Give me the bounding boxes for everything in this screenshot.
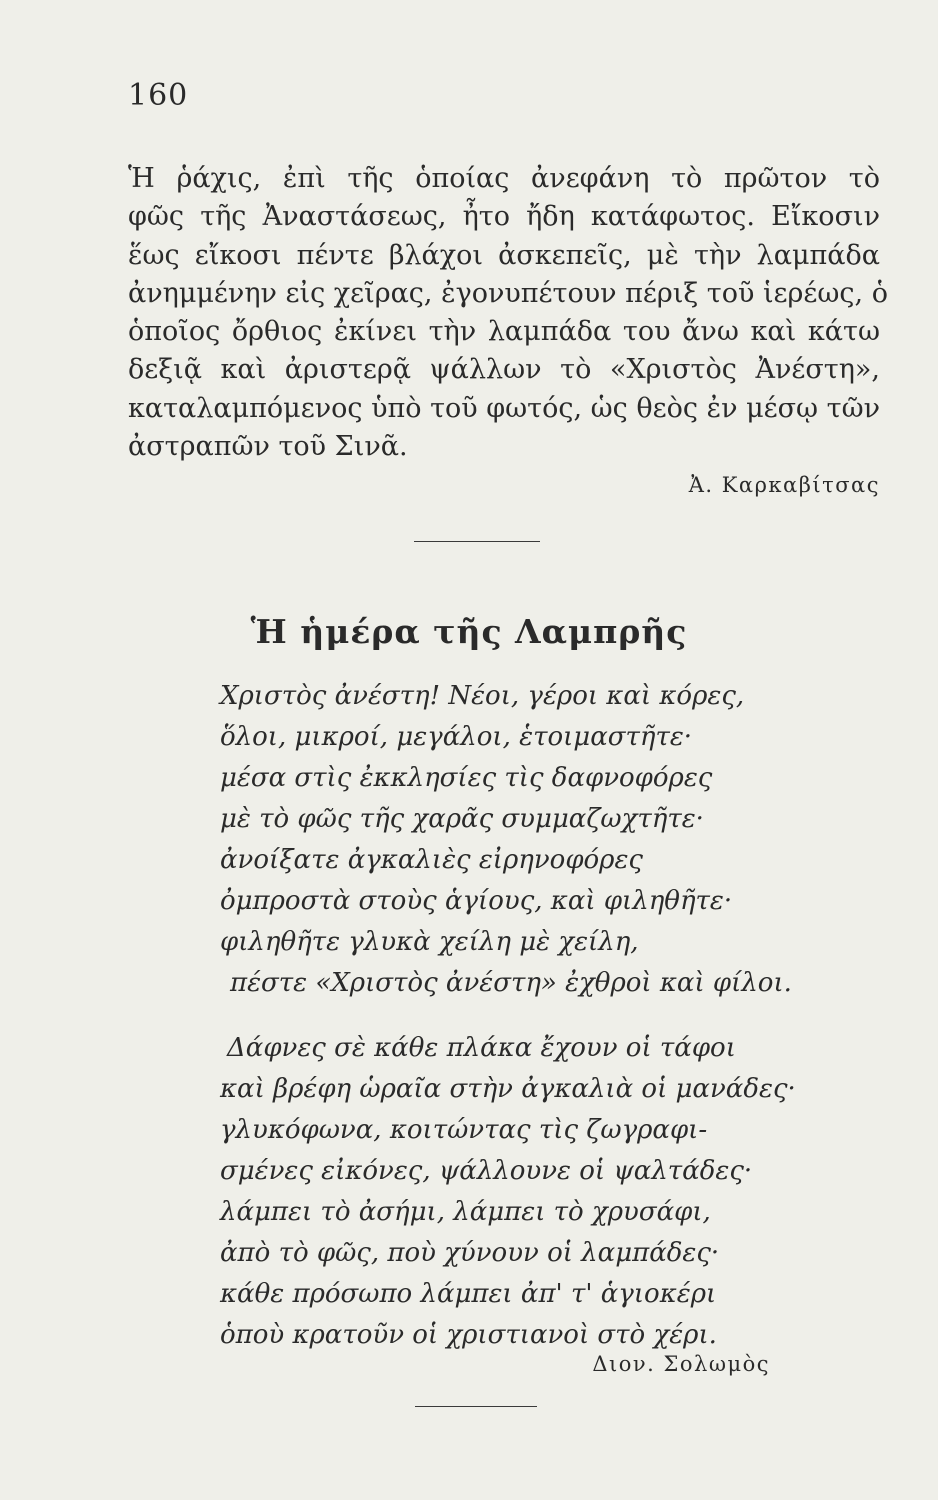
poem-stanza-1 bbox=[220, 676, 880, 1004]
prose-line: ἀστραπῶν τοῦ Σινᾶ. bbox=[128, 431, 408, 463]
poem-title: Ἡ ἡμέρα τῆς Λαμπρῆς bbox=[250, 612, 688, 651]
poem-author-signature: Διον. Σολωμὸς bbox=[592, 1352, 770, 1376]
poem-line: σμένες εἰκόνες, ψάλλουνε οἱ ψαλτάδες· bbox=[220, 1156, 753, 1186]
prose-line: Ἡ ῥάχις, ἐπὶ τῆς ὁποίας ἀνεφάνη τὸ πρῶτον τὸ bbox=[128, 163, 880, 194]
section-divider bbox=[415, 1406, 537, 1407]
poem-line: μὲ τὸ φῶς τῆς χαρᾶς συμμαζωχτῆτε· bbox=[220, 804, 704, 834]
poem-line: πέστε «Χριστὸς ἀνέστη» ἐχθροὶ καὶ φίλοι. bbox=[230, 968, 792, 998]
page-number: 160 bbox=[128, 78, 189, 113]
poem-line: κάθε πρόσωπο λάμπει ἀπ' τ' ἁγιοκέρι bbox=[220, 1279, 717, 1309]
prose-author-signature: Ἀ. Καρκαβίτσας bbox=[688, 473, 880, 497]
poem-line: ὁποὺ κρατοῦν οἱ χριστιανοὶ στὸ χέρι. bbox=[220, 1320, 717, 1350]
poem-line: λάμπει τὸ ἀσήμι, λάμπει τὸ χρυσάφι, bbox=[220, 1197, 711, 1227]
poem-line: μέσα στὶς ἐκκλησίες τὶς δαφνοφόρες bbox=[220, 763, 713, 793]
section-divider bbox=[414, 541, 540, 542]
poem-line: φιληθῆτε γλυκὰ χείλη μὲ χείλη, bbox=[220, 927, 639, 957]
poem-line: ἀνοίξατε ἀγκαλιὲς εἰρηνοφόρες bbox=[220, 845, 643, 875]
prose-line: ὁποῖος ὄρθιος ἐκίνει τὴν λαμπάδα του ἄνω καὶ κάτω bbox=[128, 316, 880, 348]
poem-line: ὀμπροστὰ στοὺς ἁγίους, καὶ φιληθῆτε· bbox=[220, 886, 733, 916]
poem-line: ὅλοι, μικροί, μεγάλοι, ἑτοιμαστῆτε· bbox=[220, 722, 693, 752]
poem-line: γλυκόφωνα, κοιτώντας τὶς ζωγραφι- bbox=[220, 1115, 708, 1145]
prose-line: καταλαμπόμενος ὑπὸ τοῦ φωτός, ὡς θεὸς ἐν μέσῳ τῶν bbox=[128, 392, 881, 424]
prose-line: ἀνημμένην εἰς χεῖρας, ἐγονυπέτουν πέριξ τοῦ ἱερέως, ὁ bbox=[128, 277, 888, 309]
poem-stanza-2 bbox=[220, 1028, 880, 1356]
poem-line: καὶ βρέφη ὡραῖα στὴν ἀγκαλιὰ οἱ μανάδες· bbox=[220, 1074, 796, 1104]
prose-line: ἕως εἴκοσι πέντε βλάχοι ἀσκεπεῖς, μὲ τὴν λαμπάδα bbox=[128, 239, 880, 271]
prose-line: φῶς τῆς Ἀναστάσεως, ἦτο ἤδη κατάφωτος. Εἴκοσιν bbox=[128, 201, 880, 233]
poem-line: Δάφνες σὲ κάθε πλάκα ἔχουν οἱ τάφοι bbox=[227, 1033, 736, 1063]
poem-line: ἀπὸ τὸ φῶς, ποὺ χύνουν οἱ λαμπάδες· bbox=[220, 1238, 720, 1268]
poem-line: Χριστὸς ἀνέστη! Νέοι, γέροι καὶ κόρες, bbox=[220, 681, 745, 711]
prose-line: δεξιᾷ καὶ ἀριστερᾷ ψάλλων τὸ «Χριστὸς Ἀνέστη», bbox=[128, 354, 880, 386]
prose-paragraph bbox=[128, 160, 888, 466]
